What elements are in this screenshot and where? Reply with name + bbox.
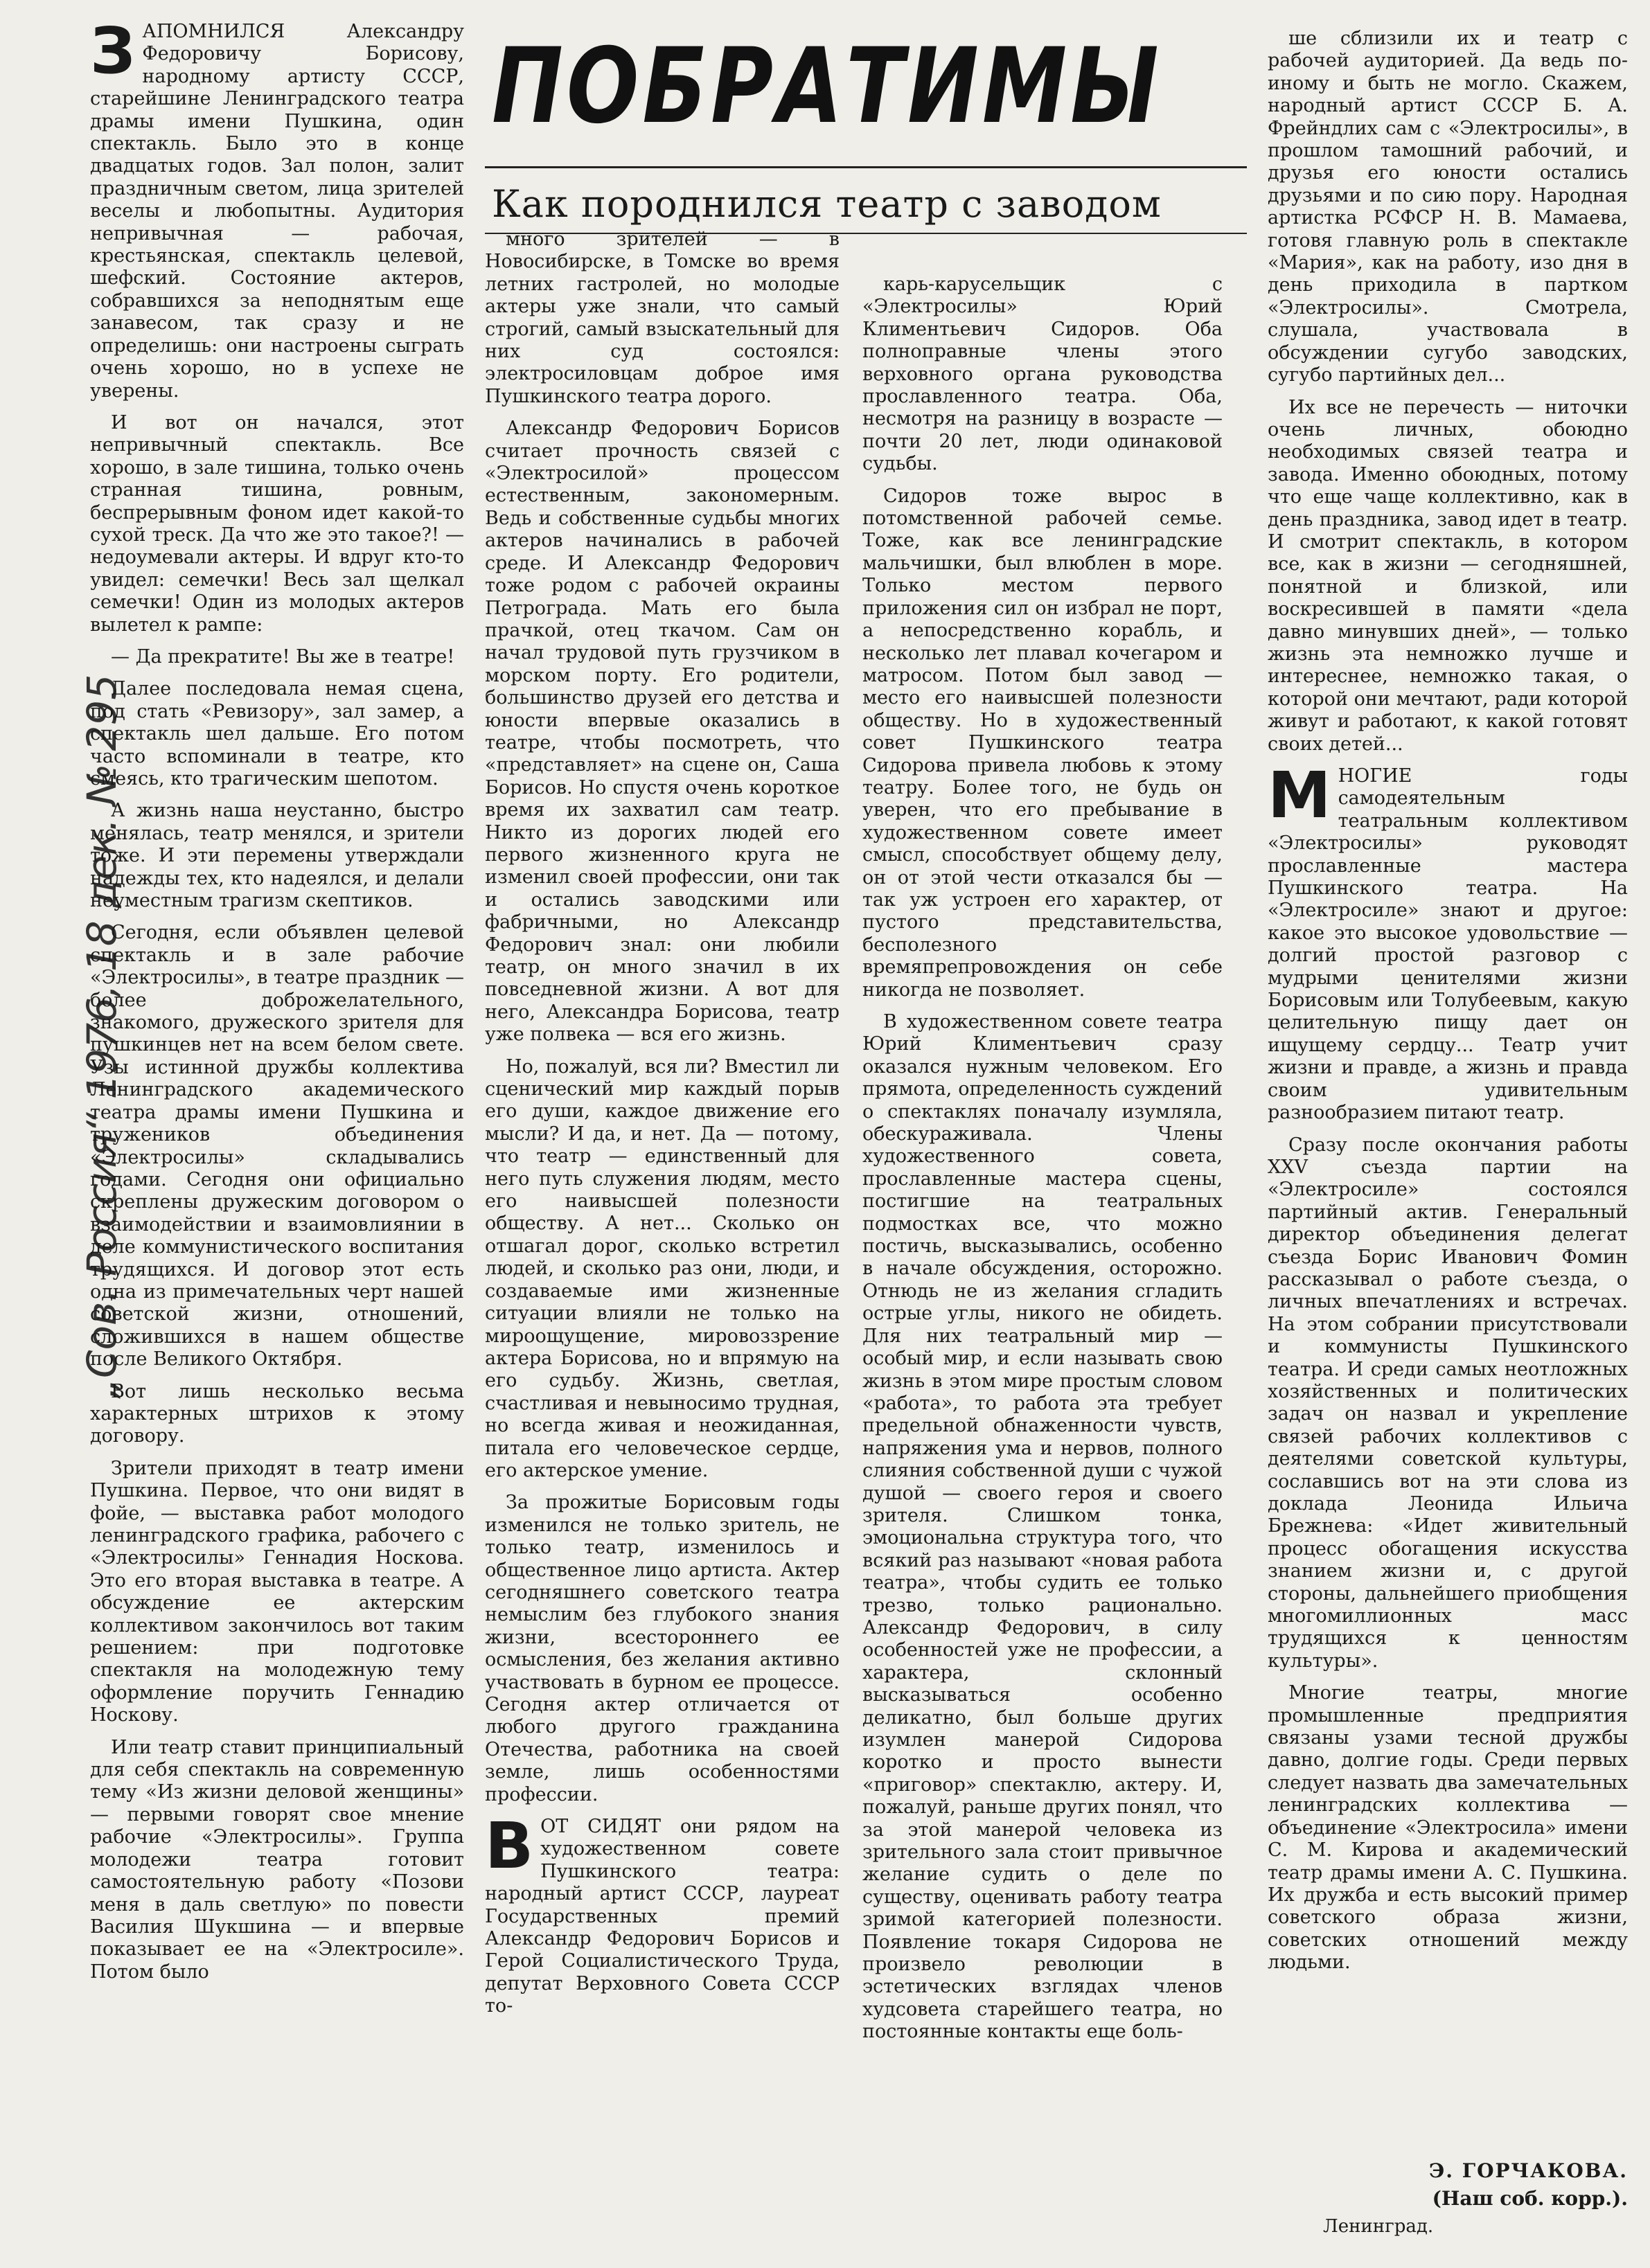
paragraph-text: годы самодеятельным театральным коллективом «Электросилы» руководят прославленные мастера Пушкинского театра. На «Электросиле» знают и другое: какое это высокое удовольствие — долгий простой разговор с мудрыми ценителями жизни Борисовым или Толубеевым, какую целительную пищу дает он ищущему сердцу... Театр учит жизни и правде, а жизнь и правда своим удивительным разнообразием питают театр. [1268, 765, 1628, 1124]
paragraph: Сразу после окончания работы XXV съезда партии на «Электросиле» состоялся партийный актив. Генеральный директор объединения делегат съезда Борис Иванович Фомин рассказывал о работе съезда, о личных впечатлениях и встречах. На этом собрании присутствовали и коммунисты Пушкинского театра. И среди самых неотложных хозяйственных и политических задач он назвал и укрепление связей рабочих коллективов с деятелями советской культуры, сославшись вот на эти слова из доклада Леонида Ильича Брежнева: «Идет живительный процесс обогащения искусства знанием жизни и, с другой стороны, дальнейшего приобщения многомиллионных масс трудящихся к ценностям культуры». [1268, 1134, 1628, 1672]
lead-in: НОГИЕ [1338, 765, 1412, 787]
paragraph: Или театр ставит принципиальный для себя спектакль на современную тему «Из жизни деловой женщины» — первыми говорят свое мнение рабочие «Электросилы». Группа молодежи театра готовит самостоятельную работу «Позови меня в даль светлую» по повести Василия Шукшина — и впервые показывает ее на «Электросиле». Потом было [90, 1736, 464, 1983]
paragraph [485, 1809, 840, 2018]
paragraph: Александр Федорович Борисов считает прочность связей с «Электросилой» процессом естественным, закономерным. Ведь и собственные судьбы многих актеров начинались в рабочей среде. И Александр Федорович тоже родом с рабочей окраины Петрограда. Мать его была прачкой, отец ткачом. Сам он начал трудовой путь грузчиком в морском порту. Его родители, большинство друзей его детства и юности впервые оказались в театре, чтобы посмотреть, что «представляет» на сцене он, Саша Борисов. Но спустя очень короткое время их захватил сам театр. Никто из дорогих людей его первого жизненного круга не изменил своей профессии, они так и остались заводскими или фабричными, но Александр Федорович знал: они любили театр, он много значил в их повседневной жизни. А вот для него, Александра Борисова, театр уже полвека — вся его жизнь. [485, 418, 840, 1046]
article-column-1 [90, 14, 464, 1993]
paragraph: И вот он начался, этот непривычный спектакль. Все хорошо, в зале тишина, только очень странная тишина, ровным, беспрерывным фоном идет какой-то сухой треск. Да что же это такое?! — недоумевали актеры. И вдруг кто-то увидел: семечки! Весь зал щелкал семечки! Один из молодых актеров вылетел к рампе: [90, 411, 464, 636]
paragraph: Зрители приходят в театр имени Пушкина. Первое, что они видят в фойе, — выставка работ молодого ленинградского графика, рабочего с «Электросилы» Геннадия Носкова. Это его вторая выставка в театре. А обсуждение ее актерским коллективом закончилось вот таким решением: при подготовке спектакля на молодежную тему оформление поручить Геннадию Носкову. [90, 1457, 464, 1726]
paragraph: Вот лишь несколько весьма характерных штрихов к этому договору. [90, 1380, 464, 1447]
paragraph: карь-карусельщик с «Электросилы» Юрий Климентьевич Сидоров. Оба полноправные члены этого верховного органа руководства прославленного театра. Оба, несмотря на разницу в возрасте — почти 20 лет, люди одинаковой судьбы. [862, 274, 1223, 475]
subheadline: Как породнился театр с заводом [485, 166, 1247, 234]
dateline-city: Ленинград. [1323, 2216, 1434, 2237]
paragraph [1268, 758, 1628, 1125]
paragraph-text: они рядом на художественном совете Пушкинского театра: народный артист СССР, лауреат Государственных премий Александр Федорович Борисов и Герой Социалистического Труда, депутат Верховного Совета СССР то- [485, 1816, 840, 2017]
drop-cap: З [90, 14, 136, 88]
signature-block [1323, 2157, 1628, 2240]
article-column-4 [1268, 28, 1628, 1984]
paragraph: Многие театры, многие промышленные предприятия связаны узами тесной дружбы давно, долгие годы. Среди первых следует назвать два замечательных ленинградских коллектива — объединение «Электросила» имени С. М. Кирова и академический театр драмы имени А. С. Пушкина. Их дружба и есть высокий пример советского образа жизни, советских отношений между людьми. [1268, 1682, 1628, 1974]
paragraph: много зрителей — в Новосибирске, в Томске во время летних гастролей, но молодые актеры уже знали, что самый строгий, самый взыскательный для них суд состоялся: электросиловцам доброе имя Пушкинского театра дорого. [485, 229, 840, 407]
margin-note-text: „Сов. Россия“ 1976, 18 дек. № 295 [78, 674, 125, 1399]
author-affiliation: (Наш соб. корр.). [1432, 2187, 1628, 2210]
paragraph-text: Александру Федоровичу Борисову, народному артисту СССР, старейшине Ленинградского театра драмы имени Пушкина, один спектакль. Было это в конце двадцатых годов. Зал полон, залит праздничным светом, лица зрителей веселы и любопытны. Аудитория непривычная — рабочая, крестьянская, спектакль целевой, шефский. Состояние актеров, собравшихся за неподнятым еще занавесом, так сразу и не определишь: они настроены сыграть очень хорошо, но в успехе не уверены. [90, 21, 464, 402]
paragraph: А жизнь наша неустанно, быстро менялась, театр менялся, и зрители тоже. И эти перемены утверждали надежды тех, кто надеялся, и делали неуместным трагизм скептиков. [90, 800, 464, 912]
drop-cap: М [1268, 758, 1331, 832]
drop-cap: В [485, 1809, 534, 1884]
paragraph: В художественном совете театра Юрий Климентьевич сразу оказался нужным человеком. Его прямота, определенность суждений о спектаклях поначалу изумляла, обескураживала. Члены художественного совета, прославленные мастера сцены, постигшие на театральных подмостках все, что можно постичь, высказывались, особенно в начале обсуждения, осторожно. Отнюдь не из желания сгладить острые углы, никого не обидеть. Для них театральный мир — особый мир, и если называть свою жизнь в этом мире простым словом «работа», то работа эта требует предельной обнаженности чувств, напряжения ума и нервов, полного слияния собственной души с чужой душой — своего героя и своего зрителя. Слишком тонка, эмоциональна структура того, что всякий раз называют «новая работа театра», чтобы судить ее только трезво, только рационально. Александр Федорович, в силу особенностей уже не профессии, а характера, склонный высказываться особенно деликатно, был больше других изумлен манерой Сидорова коротко и просто вынести «приговор» спектаклю, актеру. И, пожалуй, раньше других понял, что за этой манерой человека из зрительного зала стоит привычное желание судить о деле по существу, оценивать работу театра зримой категорией полезности. Появление токаря Сидорова не произвело революции в эстетических взглядах членов худсовета старейшего театра, но постоянные контакты еще боль- [862, 1011, 1223, 2043]
author-name: Э. ГОРЧАКОВА. [1429, 2159, 1628, 2182]
paragraph: За прожитые Борисовым годы изменился не только зритель, не только театр, изменилось и общественное лицо артиста. Актер сегодняшнего советского театра немыслим без глубокого знания жизни, всестороннего ее осмысления, без желания активно участвовать в бурном ее процессе. Сегодня актер отличается от любого другого гражданина Отечества, работника на своей земле, лишь особенностями профессии. [485, 1492, 840, 1805]
article-column-2 [485, 229, 840, 2028]
paragraph: Сидоров тоже вырос в потомственной рабочей семье. Тоже, как все ленинградские мальчишки, был влюблен в море. Только местом первого приложения сил он избрал не порт, а непосредственно корабль, и несколько лет плавал кочегаром и матросом. Потом был завод — место его наивысшей полезности обществу. Но в художественный совет Пушкинского театра Сидорова привела любовь к этому театру. Более того, не будь он уверен, что его пребывание в художественном совете имеет смысл, способствует общему делу, он от этой чести отказался бы — так уж устроен его характер, от пустого представительства, бесполезного времяпрепровождения он себе никогда не позволяет. [862, 485, 1223, 1001]
paragraph: — Да прекратите! Вы же в театре! [111, 645, 455, 668]
paragraph [90, 14, 464, 402]
paragraph: Сегодня, если объявлен целевой спектакль и в зале рабочие «Электросилы», в театре праздник — более доброжелательного, знакомого, дружеского зрителя для пушкинцев нет на всем белом свете. Узы истинной дружбы коллектива Ленинградского академического театра драмы имени Пушкина и тружеников объединения «Электросилы» складывались годами. Сегодня они официально скреплены дружеским договором о взаимодействии и взаимовлиянии в деле коммунистического воспитания трудящихся. И договор этот есть одна из примечательных черт нашей советской жизни, отношений, сложившихся в нашем обществе после Великого Октября. [90, 922, 464, 1370]
paragraph: Их все не перечесть — ниточки очень личных, обоюдно необходимых связей театра и завода. Именно обоюдных, потому что еще чаще коллективно, как в день праздника, завод идет в театр. И смотрит спектакль, в котором все, как в жизни — сегодняшней, понятной и близкой, или воскресившей в памяти «дела давно минувших дней», — только жизнь эта немножко лучше и интереснее, немножко такая, о которой они мечтают, ради которой живут и работают, к какой готовят своих детей... [1268, 396, 1628, 755]
paragraph: Но, пожалуй, вся ли? Вместил ли сценический мир каждый порыв его души, каждое движение его мысли? И да, и нет. Да — потому, что театр — единственный для него путь служения людям, место его наивысшей полезности обществу. А нет... Сколько он отшагал дорог, сколько встретил людей, и сколько раз они, люди, и создаваемые ими жизненные ситуации влияли не только на мироощущение, мировоззрение актера Борисова, но и впрямую на его судьбу. Жизнь, светлая, счастливая и невыносимо трудная, но всегда живая и неожиданная, питала его человеческое сердце, его актерское умение. [485, 1055, 840, 1481]
handwritten-margin-note [12, 28, 125, 1413]
paragraph: ше сблизили их и театр с рабочей аудиторией. Да ведь по-иному и быть не могло. Скажем, народный артист СССР Б. А. Фрейндлих сам с «Электросилы», в прошлом тамошний рабочий, и друзья его юности остались друзьями и по сию пору. Народная артистка РСФСР Н. В. Мамаева, готовя главную роль в спектакле «Мария», как на работу, изо дня в день приходила в партком «Электросилы». Смотрела, слушала, участвовала в обсуждении сугубо заводских, сугубо партийных дел... [1268, 28, 1628, 386]
title-block [485, 28, 1240, 263]
article-column-3 [862, 274, 1223, 2053]
headline: ПОБРАТИМЫ [492, 26, 1162, 147]
paragraph: Далее последовала немая сцена, под стать «Ревизору», зал замер, а спектакль шел дальше. Его потом часто вспоминали в театре, кто смеясь, кто трагическим шепотом. [90, 678, 464, 789]
lead-in: АПОМНИЛСЯ [142, 21, 285, 42]
lead-in: ОТ СИДЯТ [540, 1816, 662, 1838]
